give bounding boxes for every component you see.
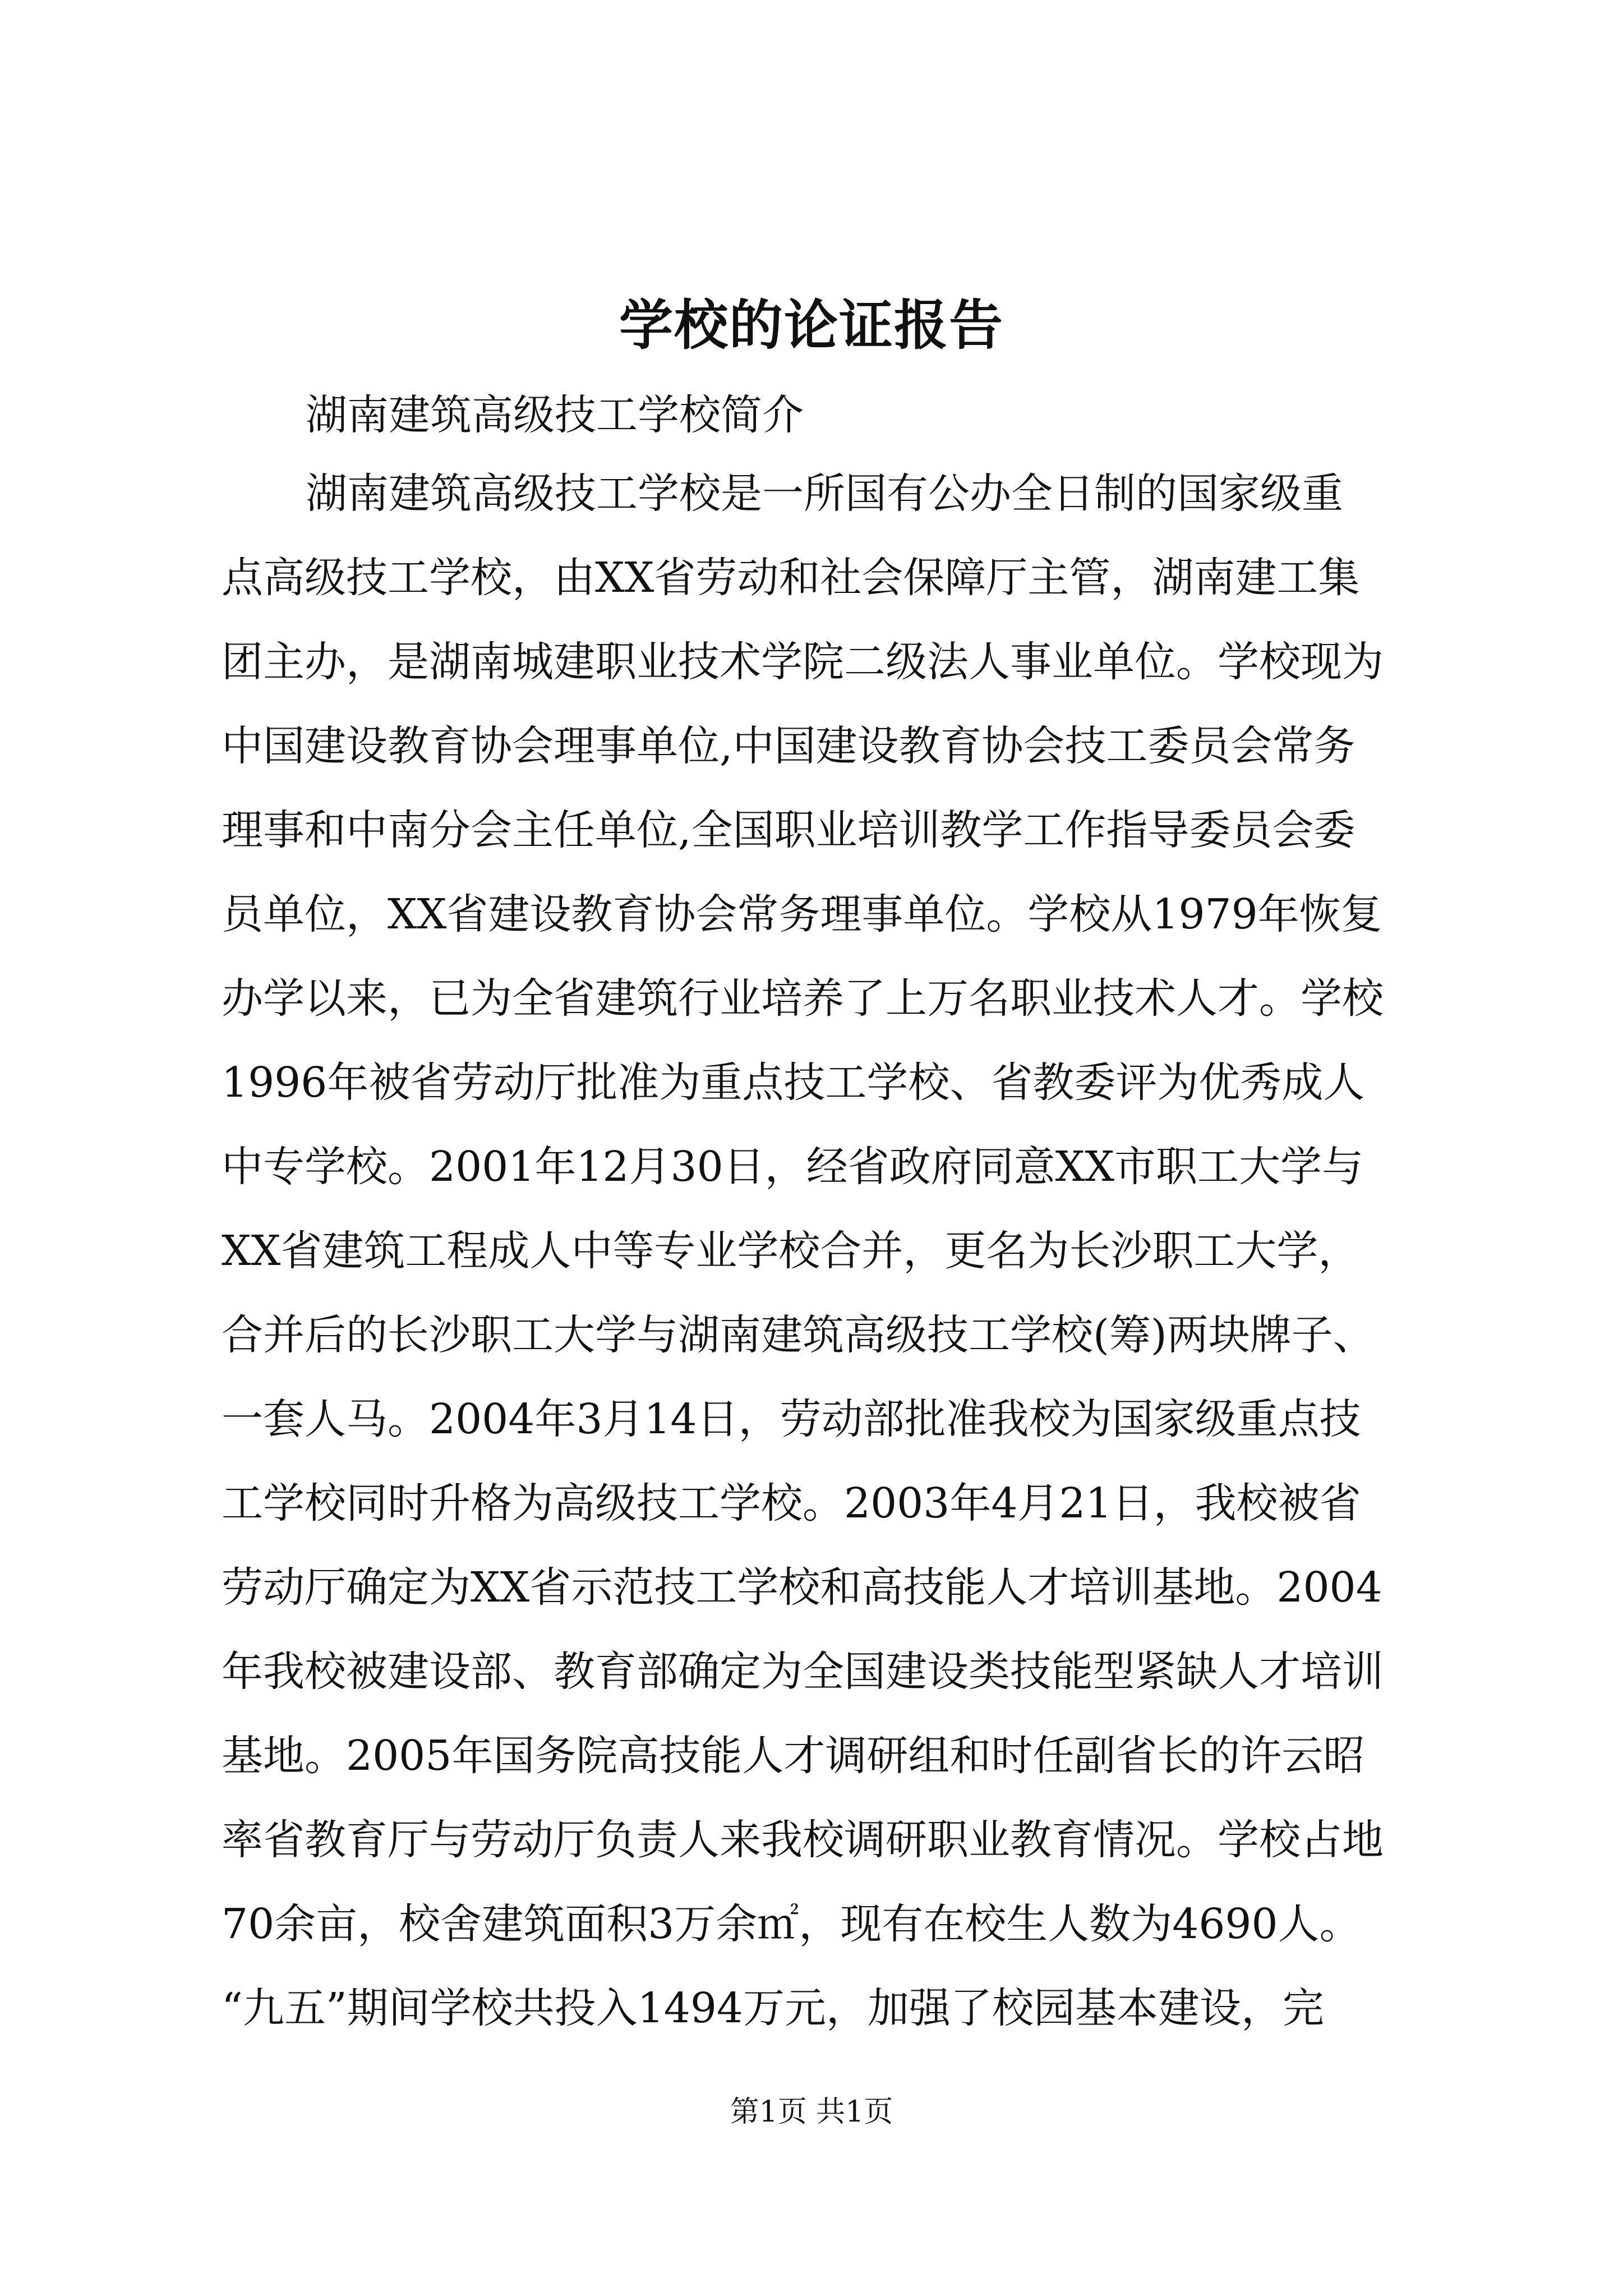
body-line: 年我校被建设部、教育部确定为全国建设类技能型紧缺人才培训 xyxy=(222,1648,1384,1696)
page-footer: 第1页 共1页 xyxy=(730,2095,893,2129)
body-line: 办学以来，已为全省建筑行业培养了上万名职业技术人才。学校 xyxy=(222,974,1384,1023)
body-line: 1996年被省劳动厅批准为重点技工学校、省教委评为优秀成人 xyxy=(222,1059,1365,1107)
body-line: 劳动厅确定为XX省示范技工学校和高技能人才培训基地。2004 xyxy=(222,1563,1382,1612)
body-line: 员单位，XX省建设教育协会常务理事单位。学校从1979年恢复 xyxy=(222,890,1382,938)
body-line: 一套人马。2004年3月14日，劳动部批准我校为国家级重点技 xyxy=(222,1395,1361,1443)
body-line: 率省教育厅与劳动厅负责人来我校调研职业教育情况。学校占地 xyxy=(222,1816,1384,1864)
body-line: 中国建设教育协会理事单位,中国建设教育协会技工委员会常务 xyxy=(222,722,1355,770)
body-line: 湖南建筑高级技工学校是一所国有公办全日制的国家级重 xyxy=(306,470,1343,518)
body-line: 合并后的长沙职工大学与湖南建筑高级技工学校(筹)两块牌子、 xyxy=(222,1311,1375,1359)
body-line: XX省建筑工程成人中等专业学校合并，更名为长沙职工大学， xyxy=(222,1227,1360,1275)
body-line: 基地。2005年国务院高技能人才调研组和时任副省长的许云昭 xyxy=(222,1732,1365,1780)
body-line: 中专学校。2001年12月30日，经省政府同意XX市职工大学与 xyxy=(222,1143,1364,1191)
body-line: “九五”期间学校共投入1494万元，加强了校园基本建设，完 xyxy=(222,1984,1324,2032)
body-line: 70余亩，校舍建筑面积3万余㎡，现有在校生人数为4690人。 xyxy=(222,1900,1361,1948)
body-line: 工学校同时升格为高级技工学校。2003年4月21日，我校被省 xyxy=(222,1479,1361,1527)
document-subtitle: 湖南建筑高级技工学校简介 xyxy=(306,391,804,439)
body-line: 点高级技工学校，由XX省劳动和社会保障厅主管，湖南建工集 xyxy=(222,554,1360,602)
body-line: 团主办，是湖南城建职业技术学院二级法人事业单位。学校现为 xyxy=(222,638,1384,686)
document-title: 学校的论证报告 xyxy=(619,293,1004,357)
body-line: 理事和中南分会主任单位,全国职业培训教学工作指导委员会委 xyxy=(222,806,1355,854)
